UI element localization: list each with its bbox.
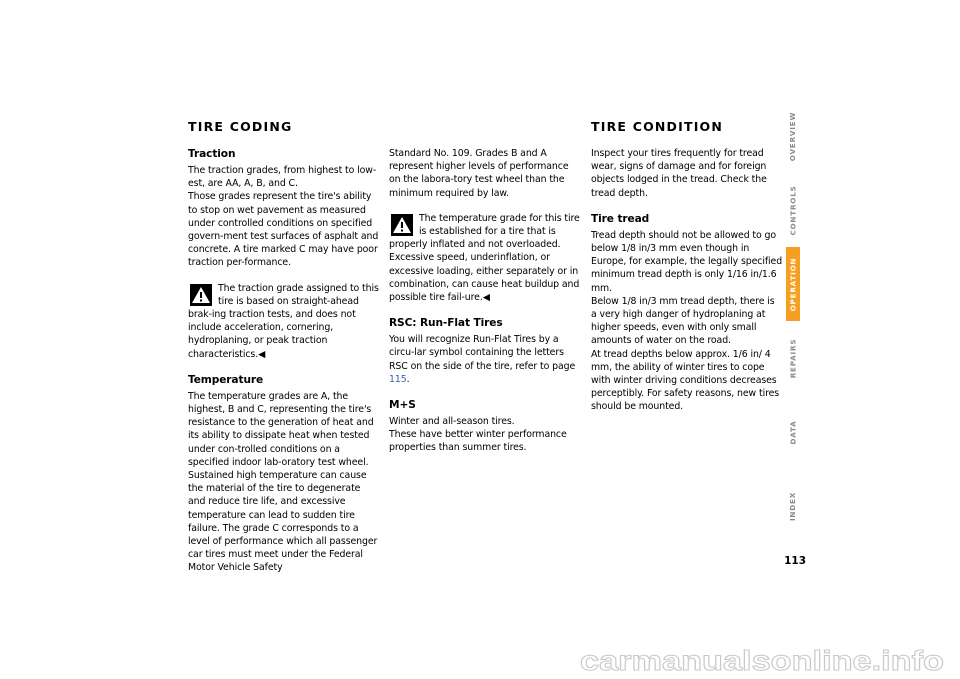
heading-tire-tread: Tire tread <box>591 212 650 225</box>
temperature-paragraph-1: The temperature grades are A, the highest, B and C, representing the tire's resistance to the generation of heat and its ability to dissipate heat when tested under con-trolled conditions on a specified indoor lab-oratory test wheel. <box>188 390 374 468</box>
heading-temperature: Temperature <box>188 373 264 386</box>
side-tab-operation[interactable]: OPERATION <box>786 247 800 321</box>
temperature-continued: Standard No. 109. Grades B and A represent higher levels of performance on the labora-tory test wheel than the minimum required by law. <box>389 148 569 199</box>
inspection-intro: Inspect your tires frequently for tread wear, signs of damage and for foreign objects lodged in the tread. Check the tread depth. <box>591 148 767 199</box>
tread-paragraph-3: At tread depths below approx. 1/6 in/ 4 mm, the ability of winter tires to cope with winter driving conditions decreases perceptibly. For safety reasons, new tires should be mounted. <box>591 348 780 413</box>
tread-paragraph-2: Below 1/8 in/3 mm tread depth, there is a very high danger of hydroplaning at higher speeds, even with only small amounts of water on the road. <box>591 295 775 347</box>
rsc-end: . <box>406 373 410 385</box>
svg-text:carmanualsonline.info: carmanualsonline.info <box>580 645 944 676</box>
warning-triangle-icon <box>391 214 413 236</box>
side-tab-data[interactable]: DATA <box>788 419 798 445</box>
watermark-logo <box>580 645 948 677</box>
page-number: 113 <box>784 555 806 567</box>
rsc-text: You will recognize Run-Flat Tires by a circu-lar symbol containing the letters RSC on the side of the tire, refer to page <box>389 334 576 372</box>
ms-paragraph-1: Winter and all-season tires. <box>389 416 515 428</box>
temperature-warning-text: The temperature grade for this tire is established for a tire that is properly inflated and not overloaded. Excessive speed, underinflation, or excessive loading, either separately or in combination, can cause heat buildup and possible tire fail-ure.◀ <box>389 212 580 304</box>
traction-paragraph-2: Those grades represent the tire's ability to stop on wet pavement as measured under controlled conditions on specified govern-ment test surfaces of asphalt and concrete. A tire marked C may have poor traction per-formance. <box>188 191 379 269</box>
section-title-tire-condition: TIRE CONDITION <box>591 119 724 134</box>
side-tab-nav <box>786 99 800 544</box>
side-tab-overview[interactable]: OVERVIEW <box>788 111 798 161</box>
side-tab-index[interactable]: INDEX <box>788 491 798 521</box>
temperature-paragraph-2: Sustained high temperature can cause the material of the tire to degenerate and reduce tire life, and excessive temperature can lead to sudden tire failure. The grade C corresponds to a level of performance which all passenger car tires must meet under the Federal Motor Vehicle Safety <box>188 470 378 574</box>
column-1 <box>188 147 380 575</box>
page-reference-link[interactable]: 115 <box>389 373 407 385</box>
tread-paragraph-1: Tread depth should not be allowed to go below 1/8 in/3 mm even though in Europe, for example, the legally specified minimum tread depth is only 1/16 in/1.6 mm. <box>591 229 783 294</box>
heading-ms: M+S <box>389 399 416 412</box>
column-2 <box>389 147 581 455</box>
ms-paragraph-2: These have better winter performance properties than summer tires. <box>389 429 567 454</box>
heading-traction: Traction <box>188 148 236 160</box>
traction-warning-text: The traction grade assigned to this tire is based on straight-ahead brak-ing traction tests, and does not include acceleration, cornering, hydroplaning, or peak traction characteristics.◀ <box>188 282 379 360</box>
traction-warning-note <box>188 282 380 361</box>
side-tab-repairs[interactable]: REPAIRS <box>788 338 798 378</box>
section-title-tire-coding: TIRE CODING <box>188 119 293 134</box>
column-3 <box>591 147 783 414</box>
side-tab-controls[interactable]: CONTROLS <box>788 184 798 236</box>
heading-rsc: RSC: Run-Flat Tires <box>389 317 503 330</box>
rsc-paragraph <box>389 333 581 386</box>
traction-paragraph-1: The traction grades, from highest to low-est, are AA, A, B, and C. <box>188 165 377 190</box>
warning-triangle-icon <box>190 284 212 306</box>
temperature-warning-note <box>389 212 581 304</box>
